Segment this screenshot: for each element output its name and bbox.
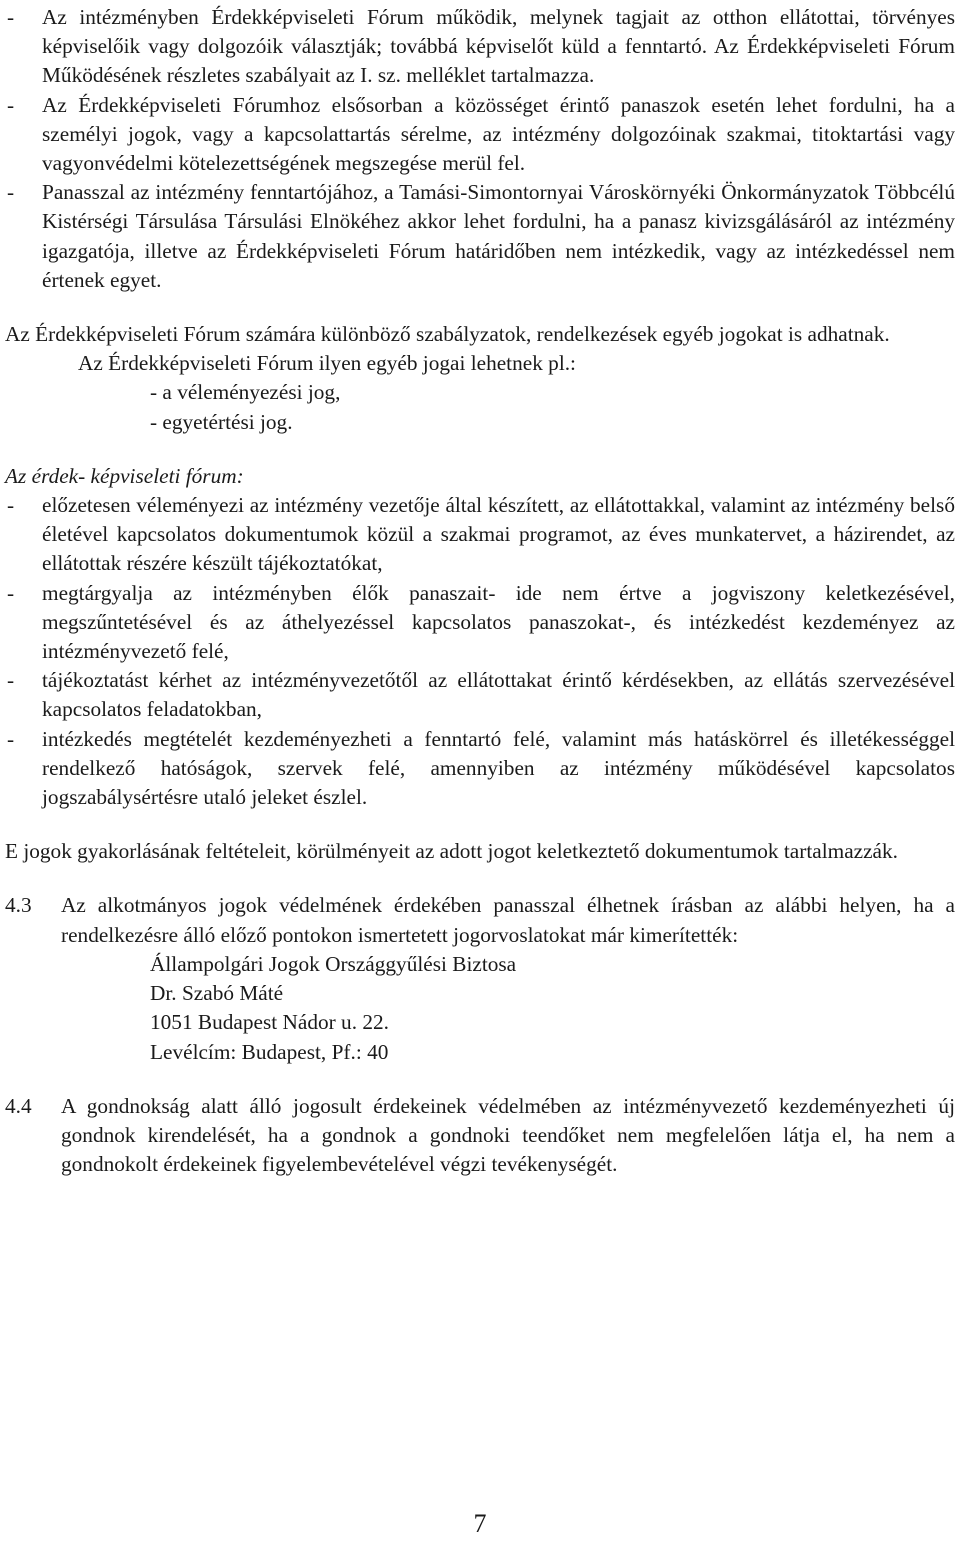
bullet-dash: - [7, 493, 15, 518]
bullet-text: megtárgyalja az intézményben élők panaszait- ide nem értve a jogviszony keletkezésével, megszűntetésével és az áthelyezéssel kapcsolatos panaszokat-, és intézkedést kezdeményez az intézményvezető felé, [42, 580, 955, 664]
bullet-dash: - [7, 668, 15, 693]
bullet-text: Az intézményben Érdekképviseleti Fórum működik, melynek tagjait az otthon ellátottai, törvényes képviselőik vagy dolgozóik választják; továbbá képviselőt küld a fenntartó. Az Érdekképviseleti Fórum Működésének részletes szabályait az I. sz. melléklet tartalmazza. [42, 5, 955, 88]
bullet-dash: - [7, 180, 15, 205]
bullet-text: intézkedés megtételét kezdeményezheti a fenntartó felé, valamint más hatáskörrel és illetékességgel rendelkező hatóságok, szervek felé, amennyiben az intézmény működésével kapcsolatos jogszabálysértésre utaló jeleket észlel. [42, 726, 955, 810]
bullet-text: Az Érdekképviseleti Fórumhoz elsősorban a közösséget érintő panaszok esetén lehet fordulni, ha a személyi jogok, vagy a kapcsolattartás sérelme, az intézmény dolgozóinak szakmai, titoktartási vagy vagyonvédelmi kötelezettségének megszegése merül fel. [42, 92, 955, 176]
rights-example-item: - a véleményezési jog, [150, 380, 341, 405]
bullet-text: tájékoztatást kérhet az intézményvezetőtől az ellátottakat érintő kérdésekben, az ellátás szervezésével kapcsolatos feladatokban, [42, 668, 955, 722]
forum-bullet-opinion [5, 491, 955, 579]
bullet-dash: - [7, 92, 15, 117]
bullet-text: előzetesen véleményezi az intézmény vezetője által készített, az ellátottakkal, valamint az intézmény belső életével kapcsolatos dokumentumok közül a szakmai programot, az éves munkatervet, a házirendet, az ellátottak részére készült tájékoztatókat, [42, 493, 955, 576]
bullet-dash: - [7, 5, 15, 29]
bullet-dash: - [7, 726, 15, 751]
forum-bullet-initiate [5, 725, 955, 813]
address-line: Állampolgári Jogok Országgyűlési Biztosa [150, 951, 517, 976]
section-text: Az alkotmányos jogok védelmének érdekében panasszal élhetnek írásban az alábbi helyen, ha a rendelkezésre álló előző pontokon ismertetett jogorvoslatokat már kimerítették: [61, 893, 955, 947]
rights-example-item: - egyetértési jog. [150, 409, 293, 434]
address-line: Dr. Szabó Máté [150, 981, 284, 1006]
section-text: A gondnokság alatt álló jogosult érdekeinek védelmében az intézményvezető kezdeményezheti új gondnok kirendelését, ha a gondnok a gondnoki teendőket nem megfelelően látja el, ha nem a gondnokolt érdekeinek figyelembevételével végzi tevékenységét. [61, 1093, 955, 1177]
forum-bullet-inform [5, 666, 955, 724]
page-number: 7 [473, 1509, 487, 1538]
address-line: 1051 Budapest Nádor u. 22. [150, 1010, 389, 1035]
forum-heading: Az érdek- képviseleti fórum: [5, 463, 244, 488]
document-page [5, 3, 955, 1179]
section-number: 4.3 [5, 893, 32, 918]
conditions-paragraph: E jogok gyakorlásának feltételeit, körülményeit az adott jogot keletkeztető dokumentumok tartalmazzák. [5, 839, 898, 864]
address-line: Levélcím: Budapest, Pf.: 40 [150, 1039, 389, 1064]
bullet-forum-complaints [5, 91, 955, 179]
address-block [61, 950, 955, 1067]
bullet-text: Panasszal az intézmény fenntartójához, a Tamási-Simontornyai Városkörnyéki Önkormányzatok Többcélú Kistérségi Társulása Társulási Elnökéhez akkor lehet fordulni, ha a panasz kivizsgálásáról az intézmény igazgatója, illetve az Érdekképviseleti Fórum határidőben nem intézkedik, vagy az intézkedéssel nem értenek egyet. [42, 180, 955, 292]
bullet-maintainer-complaint [5, 178, 955, 295]
section-4-4 [5, 1092, 955, 1180]
rights-paragraph: Az Érdekképviseleti Fórum számára különböző szabályzatok, rendelkezések egyéb jogokat is adhatnak. [5, 322, 890, 347]
forum-bullet-discuss [5, 579, 955, 667]
bullet-forum-exists [5, 3, 955, 91]
section-4-3 [5, 891, 955, 1066]
rights-examples-intro: Az Érdekképviseleti Fórum ilyen egyéb jogai lehetnek pl.: [78, 351, 576, 376]
bullet-dash: - [7, 580, 15, 605]
section-number: 4.4 [5, 1093, 32, 1118]
